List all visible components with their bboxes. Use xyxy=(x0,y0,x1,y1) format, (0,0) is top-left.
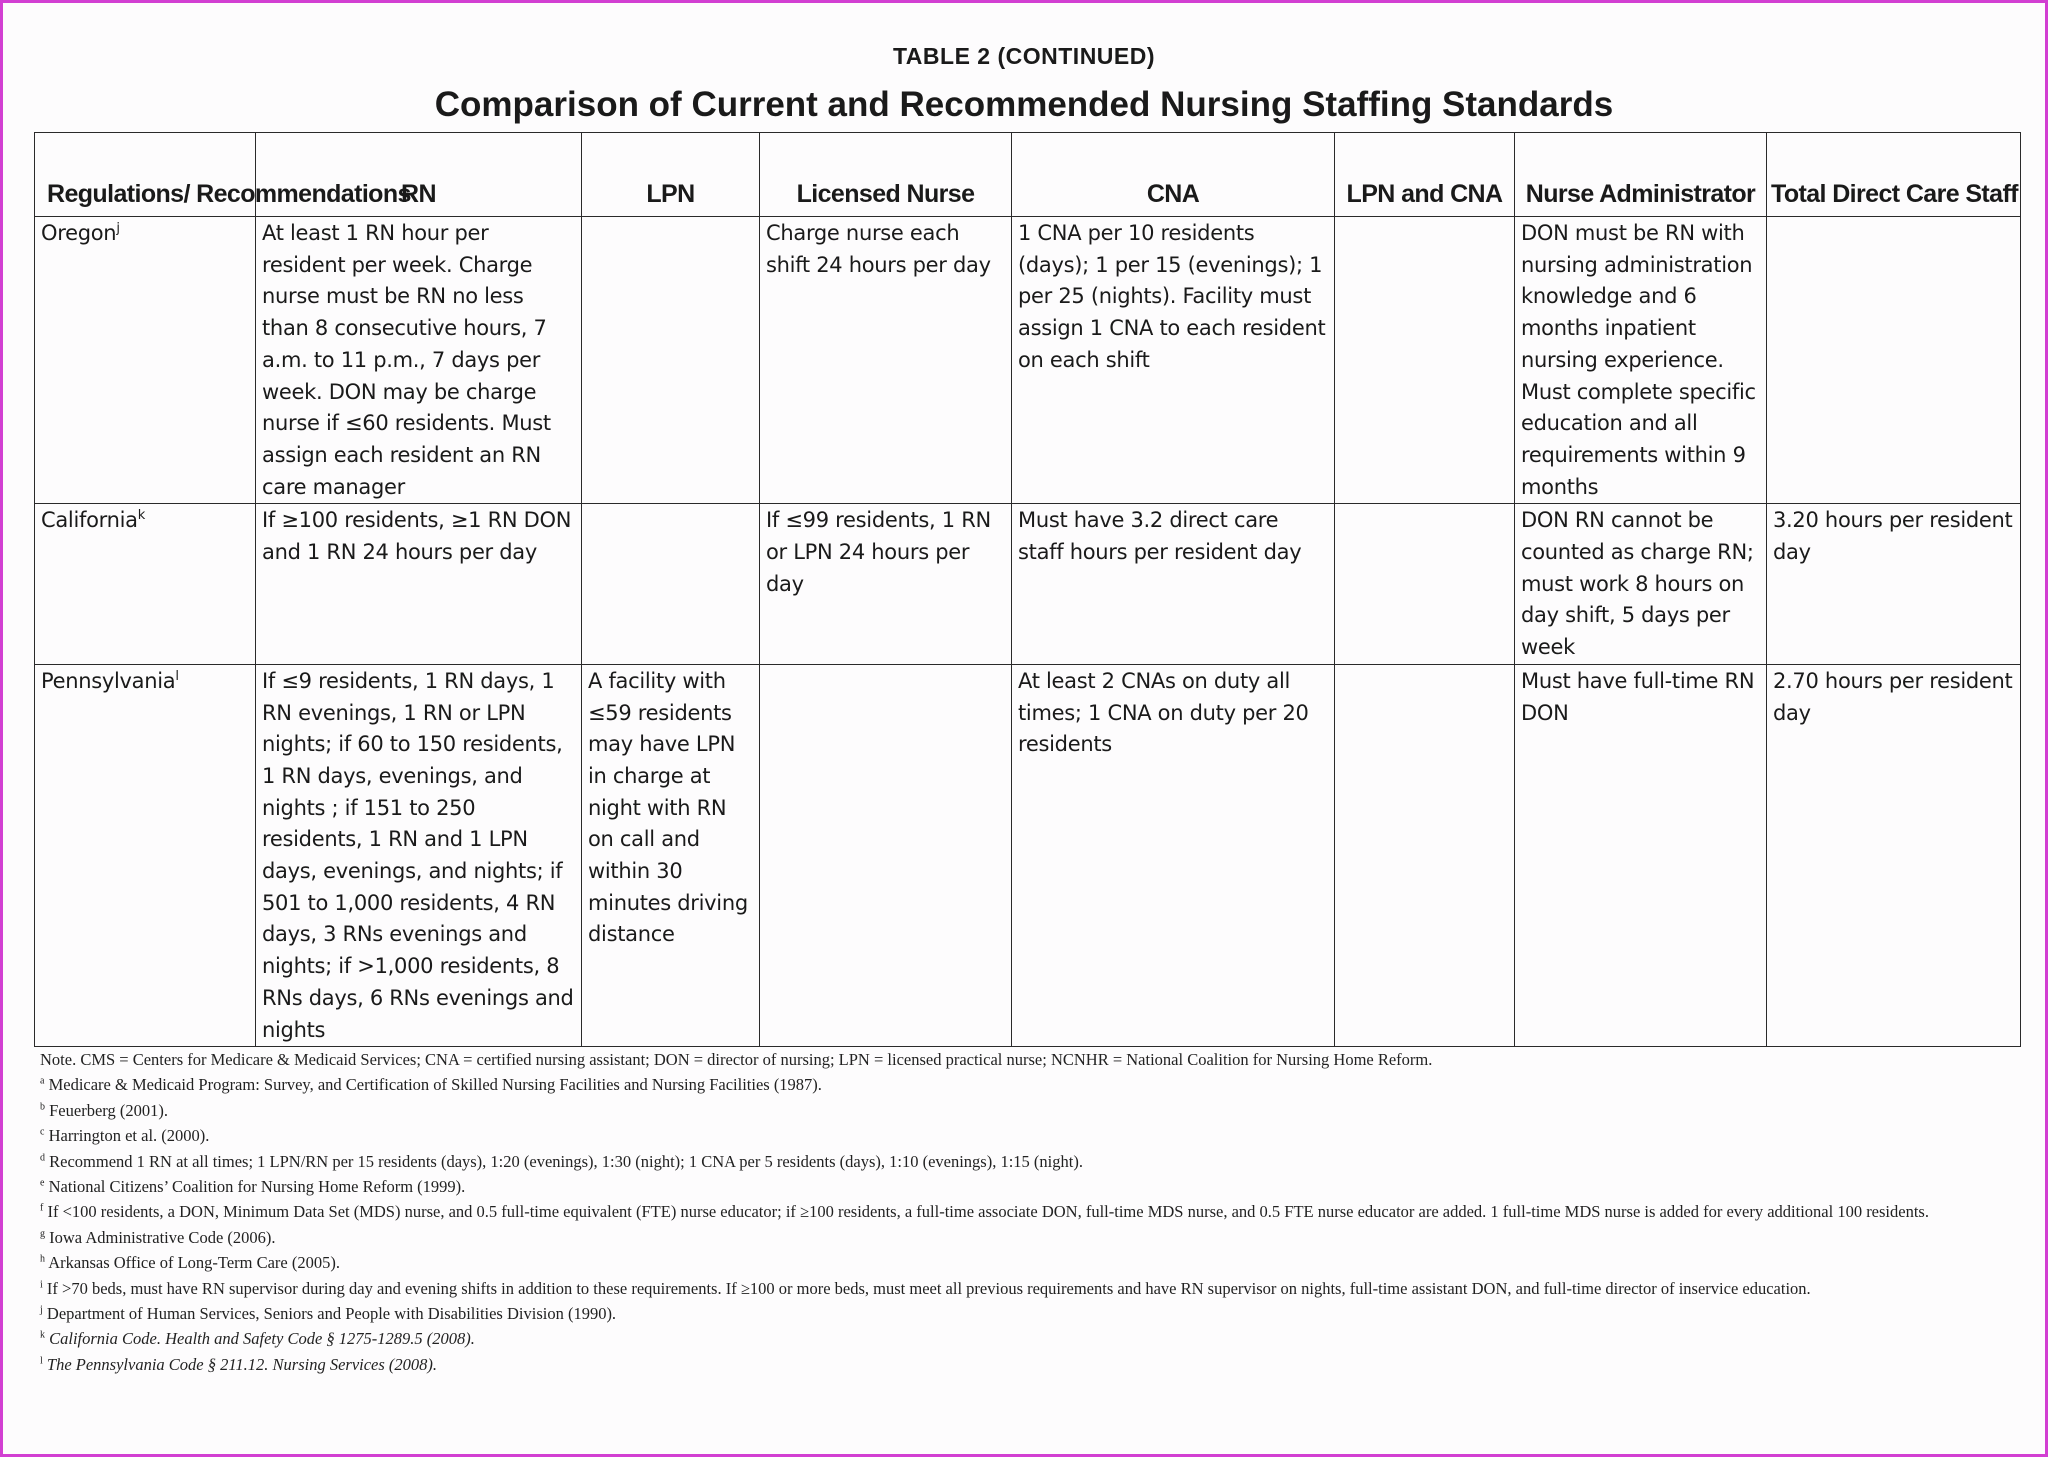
cell-rn: At least 1 RN hour per resident per week. Charge nurse must be RN no less than 8 consecutive hours, 7 a.m. to 11 p.m., 7 days per week. DON may be charge nurse if ≤60 residents. Must assign each resident an RN care manager xyxy=(256,217,582,504)
column-header-regulations: Regulations/ Recommendations xyxy=(35,133,256,217)
footnote: $^b$ Feuerberg (2001). xyxy=(40,1100,168,1120)
table-notes xyxy=(40,1047,2020,1377)
footnote: $^f$ If <100 residents, a DON, Minimum Data Set (MDS) nurse, and 0.5 full-time equivalent (FTE) nurse educator; if ≥100 residents, a full-time associate DON, full-time MDS nurse, and 0.5 FTE nurse educator are added. 1 full-time MDS nurse is added for every additional 100 residents. xyxy=(40,1202,1929,1222)
footnote: $^e$ National Citizens’ Coalition for Nursing Home Reform (1999). xyxy=(40,1177,466,1197)
footnote: $^d$ Recommend 1 RN at all times; 1 LPN/RN per 15 residents (days), 1:20 (evenings), 1:30 (night); 1 CNA per 5 residents (days), 1:10 (evenings), 1:15 (night). xyxy=(40,1151,1083,1171)
column-header-nurse-administrator: Nurse Administrator xyxy=(1515,133,1767,217)
note-abbreviations: Note. CMS = Centers for Medicare & Medicaid Services; CNA = certified nursing assistant; DON = director of nursing; LPN = licensed practical nurse; NCNHR = National Coalition for Nursing Home Reform. xyxy=(40,1050,1433,1069)
cell-cna: At least 2 CNAs on duty all times; 1 CNA on duty per 20 residents xyxy=(1012,664,1335,1046)
footnote: $^i$ If >70 beds, must have RN supervisor during day and evening shifts in addition to these requirements. If ≥100 or more beds, must meet all previous requirements and have RN supervisor on nights, full-time assistant DON, and full-time director of inservice education. xyxy=(40,1278,1811,1298)
footnote-marker: j xyxy=(116,221,120,236)
cell-lpn xyxy=(582,504,760,665)
cell-lpn xyxy=(582,217,760,504)
cell-lpn-and-cna xyxy=(1335,664,1515,1046)
footnote: $^j$ Department of Human Services, Seniors and People with Disabilities Division (1990). xyxy=(40,1304,617,1324)
cell-lpn-and-cna xyxy=(1335,504,1515,665)
column-header-cna: CNA xyxy=(1012,133,1335,217)
footnote: $^a$ Medicare & Medicaid Program: Survey, and Certification of Skilled Nursing Facilities and Nursing Facilities (1987). xyxy=(40,1075,822,1095)
footnote-marker: l xyxy=(175,668,179,684)
footnote: $^k$ California Code. Health and Safety Code § 1275-1289.5 (2008). xyxy=(40,1329,475,1349)
footnote-marker: k xyxy=(137,508,145,524)
cell-licensed-nurse: Charge nurse each shift 24 hours per day xyxy=(760,217,1012,504)
cell-cna: Must have 3.2 direct care staff hours per resident day xyxy=(1012,504,1335,665)
cell-state: Pennsylvania$^l$ xyxy=(35,664,256,1046)
cell-total-direct-care-staff xyxy=(1767,217,2021,504)
cell-total-direct-care-staff: 2.70 hours per resident day xyxy=(1767,664,2021,1046)
table-kicker: TABLE 2 (CONTINUED) xyxy=(892,43,1156,69)
cell-lpn: A facility with ≤59 residents may have LPN in charge at night with RN on call and within 30 minutes driving distance xyxy=(582,664,760,1046)
cell-total-direct-care-staff: 3.20 hours per resident day xyxy=(1767,504,2021,665)
column-header-total-direct-care-staff: Total Direct Care Staff xyxy=(1767,133,2021,217)
table-row xyxy=(35,664,2021,1046)
column-header-lpn: LPN xyxy=(582,133,760,217)
footnote: $^g$ Iowa Administrative Code (2006). xyxy=(40,1227,276,1247)
cell-rn: If ≤9 residents, 1 RN days, 1 RN evenings, 1 RN or LPN nights; if 60 to 150 residents, 1 RN days, evenings, and nights ; if 151 to 250 residents, 1 RN and 1 LPN days, evenings, and nights; if 501 to 1,000 residents, 4 RN days, 3 RNs evenings and nights; if >1,000 residents, 8 RNs days, 6 RNs evenings and nights xyxy=(256,664,582,1046)
cell-licensed-nurse: If ≤99 residents, 1 RN or LPN 24 hours per day xyxy=(760,504,1012,665)
cell-nurse-administrator: Must have full-time RN DON xyxy=(1515,664,1767,1046)
footnote: $^h$ Arkansas Office of Long-Term Care (2005). xyxy=(40,1253,340,1273)
table-header-row xyxy=(35,133,2021,217)
cell-nurse-administrator: DON RN cannot be counted as charge RN; must work 8 hours on day shift, 5 days per week xyxy=(1515,504,1767,665)
table-row xyxy=(35,217,2021,504)
cell-nurse-administrator: DON must be RN with nursing administration knowledge and 6 months inpatient nursing experience. Must complete specific education and all requirements within 9 months xyxy=(1515,217,1767,504)
footnote: $^l$ The Pennsylvania Code § 211.12. Nursing Services (2008). xyxy=(40,1354,438,1374)
cell-cna: 1 CNA per 10 residents (days); 1 per 15 (evenings); 1 per 25 (nights). Facility must assign 1 CNA to each resident on each shift xyxy=(1012,217,1335,504)
column-header-licensed-nurse: Licensed Nurse xyxy=(760,133,1012,217)
column-header-rn: RN xyxy=(256,133,582,217)
cell-licensed-nurse xyxy=(760,664,1012,1046)
cell-state: Oregon$^j$ xyxy=(35,217,256,504)
footnote: $^c$ Harrington et al. (2000). xyxy=(40,1126,210,1146)
column-header-lpn-and-cna: LPN and CNA xyxy=(1335,133,1515,217)
cell-state: California$^k$ xyxy=(35,504,256,665)
table-title: Comparison of Current and Recommended Nursing Staffing Standards xyxy=(434,85,1614,124)
cell-rn: If ≥100 residents, ≥1 RN DON and 1 RN 24 hours per day xyxy=(256,504,582,665)
cell-lpn-and-cna xyxy=(1335,217,1515,504)
table-row xyxy=(35,504,2021,665)
staffing-standards-table xyxy=(34,132,2021,1047)
